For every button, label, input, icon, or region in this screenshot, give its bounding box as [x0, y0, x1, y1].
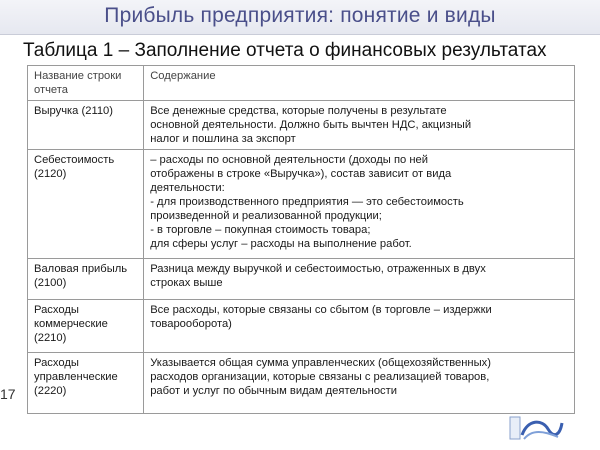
header-name-line: Название строки — [34, 70, 122, 82]
row-content-line: строках выше — [150, 277, 223, 289]
row-content-line: Разница между выручкой и себестоимостью, отраженных в двух — [150, 263, 486, 275]
row-name-line: Расходы — [34, 357, 79, 369]
table-row — [28, 150, 575, 259]
row-content-line: - в торговле – покупная стоимость товара; — [150, 224, 371, 236]
row-name-line: коммерческие — [34, 318, 108, 330]
header-cell-name — [28, 66, 144, 101]
row-name-line: Выручка (2110) — [34, 105, 113, 117]
row-name-cell — [28, 150, 144, 259]
row-content-line: - для производственного предприятия — это себестоимость — [150, 196, 464, 208]
row-name-cell — [28, 300, 144, 353]
row-content-line: – расходы по основной деятельности (доходы по ней — [150, 154, 428, 166]
row-content-line: отображены в строке «Выручка»), состав зависит от вида — [150, 168, 452, 180]
row-content-cell — [144, 353, 575, 414]
row-content-line: Указывается общая сумма управленческих (общехозяйственных) — [150, 357, 491, 369]
row-name-line: (2220) — [34, 385, 67, 397]
row-name-cell — [28, 259, 144, 300]
row-name-line: Валовая прибыль — [34, 263, 128, 275]
publisher-logo-icon — [508, 413, 564, 443]
row-content-cell — [144, 101, 575, 150]
table-row — [28, 101, 575, 150]
row-content-line: произведенной и реализованной продукции; — [150, 210, 382, 222]
row-content-line: основной деятельности. Должно быть вычтен НДС, акцизный — [150, 119, 472, 131]
row-name-line: Расходы — [34, 304, 79, 316]
row-content-line: расходов организации, которые связаны с реализацией товаров, — [150, 371, 490, 383]
row-content-line: работ и услуг по обычным видам деятельности — [150, 385, 398, 397]
row-content-cell — [144, 259, 575, 300]
row-name-line: Себестоимость — [34, 154, 115, 166]
table-row — [28, 353, 575, 414]
row-content-line: товарооборота) — [150, 318, 232, 330]
table-caption: Таблица 1 – Заполнение отчета о финансовых результатах — [23, 40, 547, 61]
table-row — [28, 259, 575, 300]
row-content-line: для сферы услуг – расходы на выполнение работ. — [150, 238, 412, 250]
table-row — [28, 300, 575, 353]
row-content-line: налог и пошлина за экспорт — [150, 133, 296, 145]
row-content-line: деятельности: — [150, 182, 225, 194]
header-cell-content — [144, 66, 575, 101]
slide-number: 17 — [0, 386, 16, 402]
table-header-row — [28, 66, 575, 101]
slide-title: Прибыль предприятия: понятие и виды — [104, 4, 496, 27]
row-name-line: управленческие — [34, 371, 118, 383]
financial-report-table — [27, 65, 575, 414]
row-content-cell — [144, 300, 575, 353]
row-name-cell — [28, 353, 144, 414]
header-content-line: Содержание — [150, 70, 216, 82]
row-content-line: Все расходы, которые связаны со сбытом (в торговле – издержки — [150, 304, 492, 316]
row-name-line: (2120) — [34, 168, 67, 180]
row-name-cell — [28, 101, 144, 150]
header-name-line: отчета — [34, 84, 68, 96]
row-content-line: Все денежные средства, которые получены в результате — [150, 105, 447, 117]
row-content-cell — [144, 150, 575, 259]
row-name-line: (2210) — [34, 332, 67, 344]
row-name-line: (2100) — [34, 277, 67, 289]
